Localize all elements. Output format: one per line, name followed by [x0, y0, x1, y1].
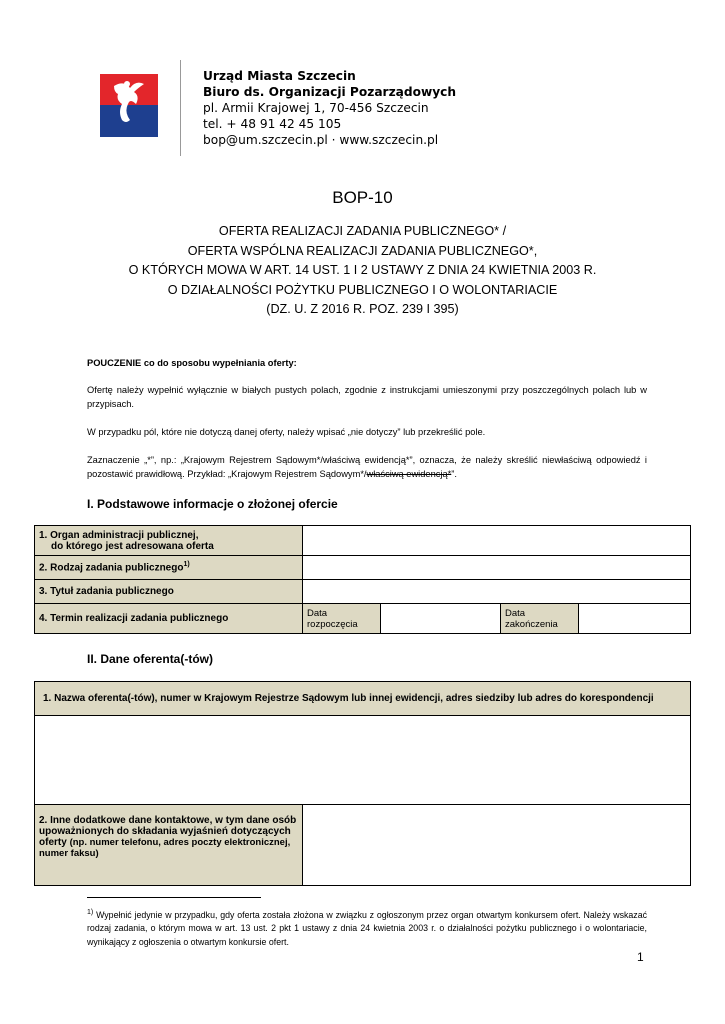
address: pl. Armii Krajowej 1, 70-456 Szczecin: [203, 101, 429, 115]
section1-table: [34, 525, 691, 634]
header-address-block: [203, 68, 456, 148]
instructions-p1: Ofertę należy wypełnić wyłącznie w białych pustych polach, zgodnie z instrukcjami umieszonymi przy poszczególnych polach lub w przypisach.: [87, 385, 647, 409]
task-title-field[interactable]: [303, 580, 691, 604]
page-number: 1: [637, 950, 644, 964]
end-date-field[interactable]: [579, 604, 691, 634]
task-type-field[interactable]: [303, 556, 691, 580]
contact: bop@um.szczecin.pl · www.szczecin.pl: [203, 133, 439, 147]
contact-data-field[interactable]: [303, 805, 691, 886]
label-organ-line2: do którego jest adresowana oferta: [51, 540, 214, 552]
p3-text: Zaznaczenie „*”, np.: „Krajowym Rejestrem Sądowym*/właściwą ewidencją*”, oznacza, że należy skreślić niewłaściwą odpowiedź i pozostawić prawidłową. Przykład: „Krajowym Rejestrem Sądowym*/: [87, 455, 647, 479]
section1-title: I. Podstawowe informacje o złożonej ofercie: [87, 497, 338, 511]
p3-end: ”.: [451, 469, 457, 479]
label-start-date: [303, 604, 381, 634]
form-title: [0, 222, 725, 320]
start-date-field[interactable]: [381, 604, 501, 634]
start-date-line2: rozpoczęcia: [307, 618, 358, 630]
p3-strike-example: właściwą ewidencją*: [366, 469, 452, 479]
end-date-line1: Data: [505, 607, 526, 619]
label-term: 4. Termin realizacji zadania publicznego: [35, 604, 303, 634]
end-date-line2: zakończenia: [505, 618, 558, 630]
label-task-type-text: 2. Rodzaj zadania publicznego: [39, 562, 184, 574]
instructions-heading: POUCZENIE co do sposobu wypełniania oferty:: [87, 358, 297, 368]
title-line: OFERTA WSPÓLNA REALIZACJI ZADANIA PUBLICZNEGO*,: [187, 243, 538, 258]
title-line: OFERTA REALIZACJI ZADANIA PUBLICZNEGO* /: [218, 224, 507, 238]
label-organ: [35, 526, 303, 556]
footnote-divider: [87, 897, 261, 898]
start-date-line1: Data: [307, 607, 328, 619]
title-line: O DZIAŁALNOŚCI POŻYTKU PUBLICZNEGO I O WOLONTARIACIE: [167, 282, 558, 297]
label-organ-line1: 1. Organ administracji publicznej,: [39, 529, 199, 541]
title-line: O KTÓRYCH MOWA W ART. 14 UST. 1 I 2 USTAWY Z DNIA 24 KWIETNIA 2003 R.: [128, 263, 597, 277]
dept-name: Biuro ds. Organizacji Pozarządowych: [203, 85, 457, 99]
instructions-p3: [87, 453, 647, 481]
label-task-type: [35, 556, 303, 580]
form-code: BOP-10: [332, 188, 393, 207]
label-task-title: 3. Tytuł zadania publicznego: [35, 580, 303, 604]
section2-title: II. Dane oferenta(-tów): [87, 652, 214, 666]
org-name: Urząd Miasta Szczecin: [203, 69, 356, 83]
title-line: (DZ. U. Z 2016 R. POZ. 239 I 395): [266, 302, 459, 316]
label-contact-data: [35, 805, 303, 886]
contact-data-note: (np. numer telefonu, adres poczty elektronicznej, numer faksu): [39, 837, 291, 859]
label-end-date: [501, 604, 579, 634]
label-offeror-name: 1. Nazwa oferenta(-tów), numer w Krajowym Rejestrze Sądowym lub innej ewidencji, adres siedziby lub adres do korespondencji: [35, 682, 691, 716]
footnote-text: Wypełnić jedynie w przypadku, gdy oferta została złożona w związku z ogłoszonym przez organ otwartym konkursem ofert. Należy wskazać rodzaj zadania, o którym mowa w art. 13 ust. 2 pkt 1 ustawy z dnia 24 kwietnia 2003 r. o działalności pożytku publicznego i o wolontariacie, wynikający z ogłoszenia o otwartym konkursie ofert.: [87, 909, 647, 947]
contact-data-bold: 2. Inne dodatkowe dane kontaktowe, w tym dane osób upoważnionych do składania wyjaśnień dotyczących oferty: [39, 815, 297, 848]
phone: tel. + 48 91 42 45 105: [203, 117, 342, 131]
section2-table: [34, 681, 691, 886]
instructions-p2: W przypadku pól, które nie dotyczą danej oferty, należy wpisać „nie dotyczy” lub przekreślić pole.: [87, 427, 486, 437]
offeror-name-field[interactable]: [35, 716, 691, 805]
szczecin-logo: [100, 74, 158, 137]
footnote: [87, 906, 647, 949]
organ-field[interactable]: [303, 526, 691, 556]
footnote-mark: 1): [87, 909, 94, 916]
header-divider: [180, 60, 181, 156]
footnote-ref: 1): [183, 561, 190, 569]
